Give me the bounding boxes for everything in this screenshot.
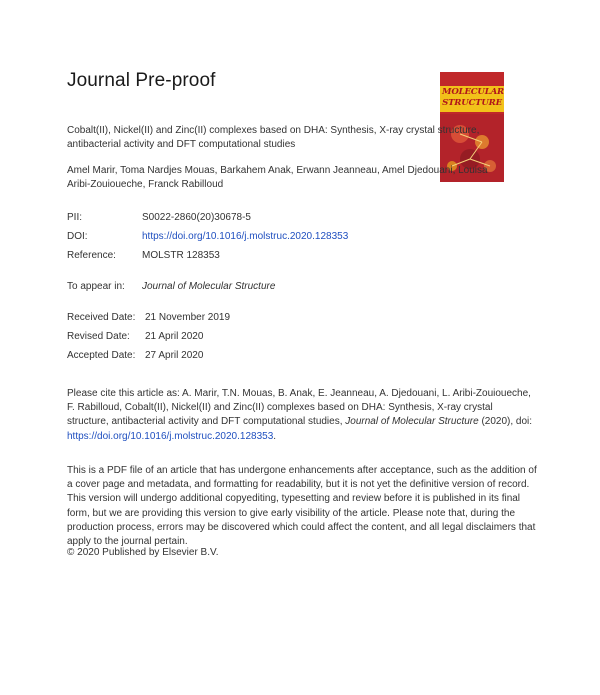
citation-journal: Journal of Molecular Structure [345,416,479,428]
citation-suffix: . [273,430,277,442]
doi-link[interactable]: https://doi.org/10.1016/j.molstruc.2020.128353 [142,231,349,242]
pii-label: PII: [67,212,83,223]
appear-journal: Journal of Molecular Structure [142,281,276,292]
copyright-line: © 2020 Published by Elsevier B.V. [67,547,219,558]
cover-title-line2: STRUCTURE [442,98,502,108]
article-authors: Amel Marir, Toma Nardjes Mouas, Barkahem Anak, Erwann Jeanneau, Amel Djedouani, Louisa Aribi-Zouioueche, Franck Rabilloud [67,165,488,190]
reference-value: MOLSTR 128353 [142,250,220,261]
pii-value: S0022-2860(20)30678-5 [142,212,251,223]
article-title: Cobalt(II), Nickel(II) and Zinc(II) complexes based on DHA: Synthesis, X-ray crystal structure, antibacterial activity and DFT computational studies [67,125,480,150]
appear-label: To appear in: [67,281,125,292]
preproof-notice: This is a PDF file of an article that has undergone enhancements after acceptance, such as the addition of a cover page and metadata, and formatting for readability, but it is not yet the definitive version of record. This version will undergo additional copyediting, typesetting and review before it is published in its final form, but we are providing this version to give early visibility of the article. Please note that, during the production process, errors may be discovered which could affect the content, and all legal disclaimers that apply to the journal pertain. [67,465,537,548]
doi-label: DOI: [67,231,88,242]
received-date-value: 21 November 2019 [145,312,231,323]
reference-label: Reference: [67,250,116,261]
accepted-date-label: Accepted Date: [67,350,136,361]
page-title: Journal Pre-proof [67,70,216,91]
revised-date-value: 21 April 2020 [145,331,204,342]
citation-doi-link[interactable]: https://doi.org/10.1016/j.molstruc.2020.128353 [67,430,274,442]
citation-text: Please cite this article as: A. Marir, T.N. Mouas, B. Anak, E. Jeanneau, A. Djedouani, L. Aribi-Zouioueche, F. Rabilloud, Cobalt(II), Nickel(II) and Zinc(II) complexes based on DHA: Synthesis, X-ray crystal structure, antibacterial activity and DFT computational studies, [67,388,531,428]
citation-middle: (2020), doi: [478,416,533,428]
received-date-label: Received Date: [67,312,136,323]
cover-title-line1: MOLECULAR [442,87,504,97]
citation-paragraph [67,387,537,444]
cover-title [442,87,502,109]
revised-date-label: Revised Date: [67,331,130,342]
accepted-date-value: 27 April 2020 [145,350,204,361]
